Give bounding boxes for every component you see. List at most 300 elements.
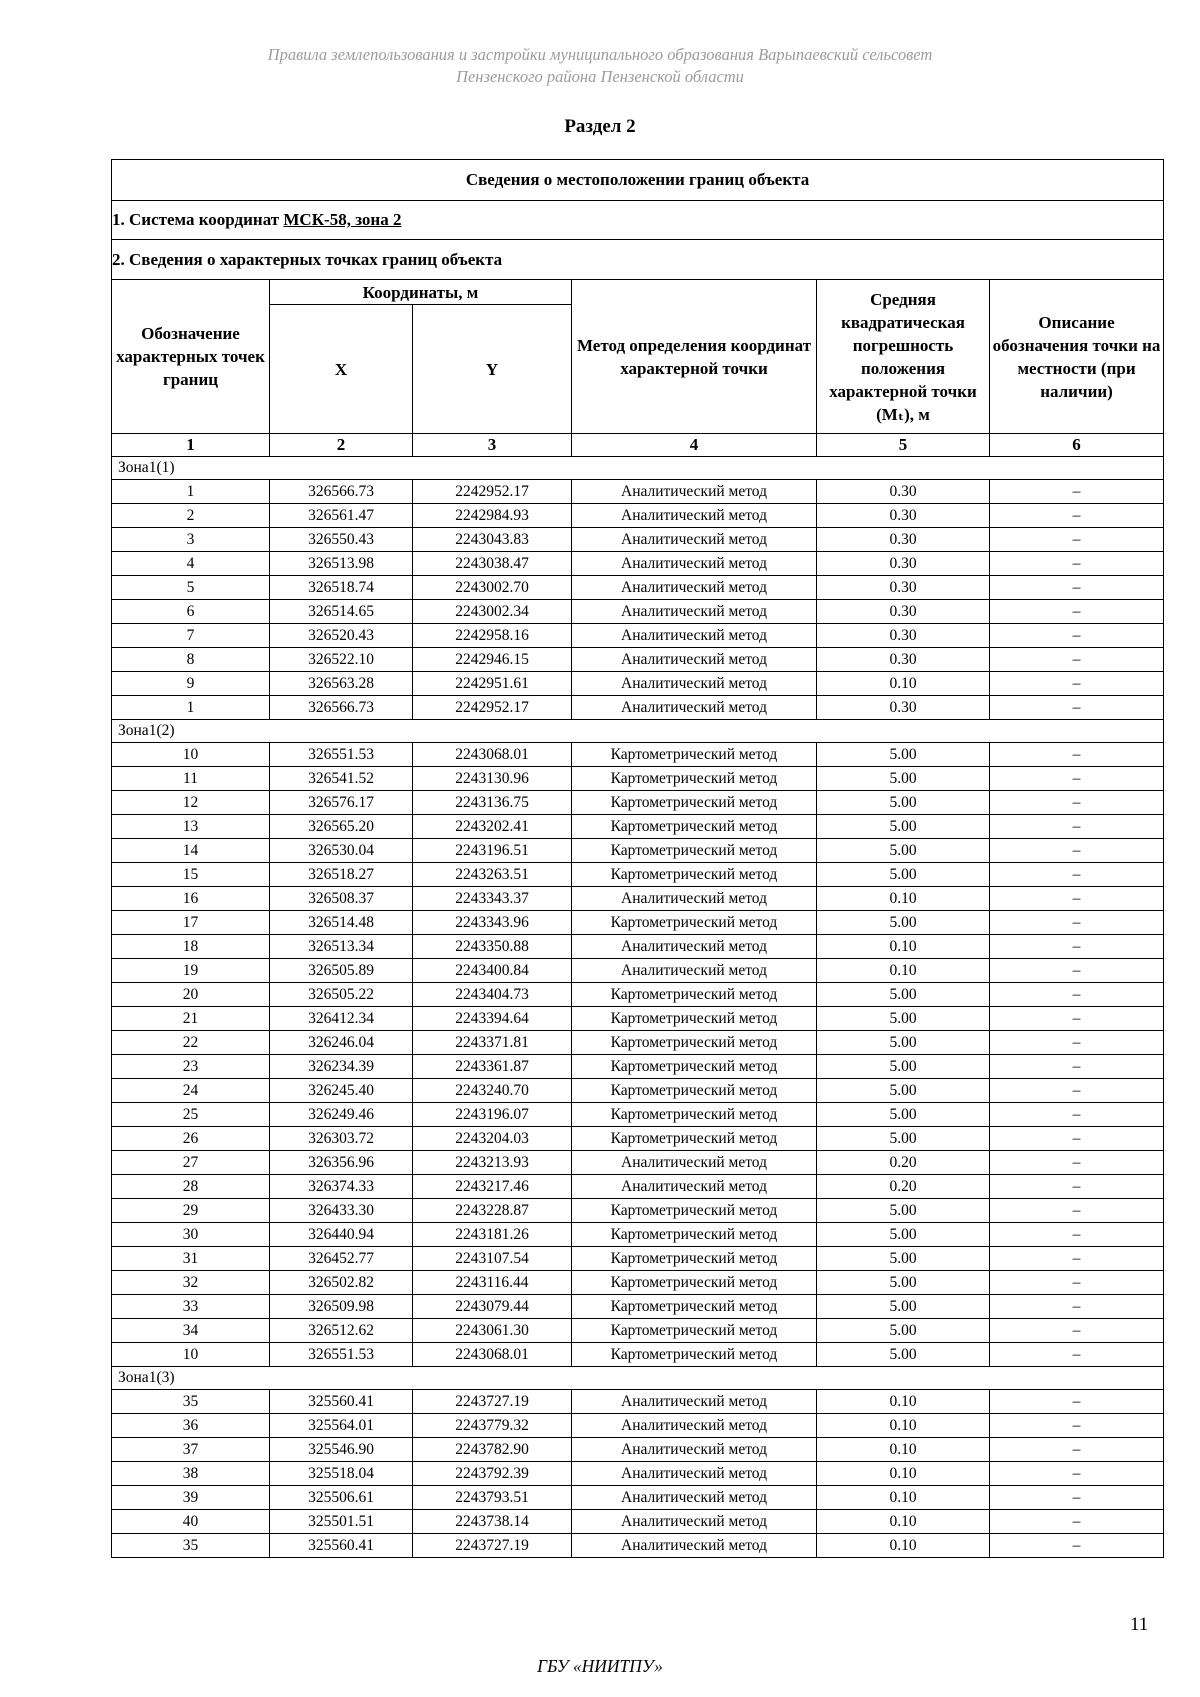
method-cell: Картометрический метод	[572, 839, 817, 863]
description-cell: –	[990, 480, 1164, 504]
table-row	[112, 935, 1164, 959]
error-cell: 5.00	[817, 1223, 990, 1247]
coord-system-row	[112, 201, 1164, 240]
y-coordinate-cell: 2242951.61	[413, 672, 572, 696]
method-cell: Картометрический метод	[572, 1319, 817, 1343]
error-cell: 5.00	[817, 983, 990, 1007]
header-y: Y	[413, 305, 572, 434]
y-coordinate-cell: 2243228.87	[413, 1199, 572, 1223]
points-title: 2. Сведения о характерных точках границ объекта	[112, 240, 1164, 280]
point-id-cell: 23	[112, 1055, 270, 1079]
x-coordinate-cell: 326512.62	[270, 1319, 413, 1343]
description-cell: –	[990, 767, 1164, 791]
y-coordinate-cell: 2243792.39	[413, 1462, 572, 1486]
method-cell: Аналитический метод	[572, 1534, 817, 1558]
method-cell: Аналитический метод	[572, 600, 817, 624]
point-id-cell: 14	[112, 839, 270, 863]
point-id-cell: 31	[112, 1247, 270, 1271]
table-row	[112, 767, 1164, 791]
y-coordinate-cell: 2243404.73	[413, 983, 572, 1007]
coord-system-cell	[112, 201, 1164, 240]
point-id-cell: 26	[112, 1127, 270, 1151]
description-cell: –	[990, 1079, 1164, 1103]
method-cell: Аналитический метод	[572, 504, 817, 528]
description-cell: –	[990, 1175, 1164, 1199]
y-coordinate-cell: 2243217.46	[413, 1175, 572, 1199]
method-cell: Картометрический метод	[572, 767, 817, 791]
x-coordinate-cell: 326246.04	[270, 1031, 413, 1055]
error-cell: 5.00	[817, 1319, 990, 1343]
point-id-cell: 33	[112, 1295, 270, 1319]
y-coordinate-cell: 2242952.17	[413, 696, 572, 720]
description-cell: –	[990, 696, 1164, 720]
method-cell: Аналитический метод	[572, 887, 817, 911]
point-id-cell: 2	[112, 504, 270, 528]
method-cell: Картометрический метод	[572, 1055, 817, 1079]
table-row	[112, 624, 1164, 648]
error-cell: 0.10	[817, 1414, 990, 1438]
error-cell: 0.30	[817, 600, 990, 624]
method-cell: Аналитический метод	[572, 552, 817, 576]
y-coordinate-cell: 2243002.34	[413, 600, 572, 624]
zone-label: Зона1(1)	[112, 457, 1164, 480]
description-cell: –	[990, 1151, 1164, 1175]
table-row	[112, 1295, 1164, 1319]
description-cell: –	[990, 504, 1164, 528]
column-number: 2	[270, 434, 413, 457]
zone-label: Зона1(2)	[112, 720, 1164, 743]
description-cell: –	[990, 1295, 1164, 1319]
error-cell: 0.10	[817, 1390, 990, 1414]
error-cell: 0.10	[817, 1534, 990, 1558]
error-cell: 0.30	[817, 576, 990, 600]
point-id-cell: 12	[112, 791, 270, 815]
y-coordinate-cell: 2243361.87	[413, 1055, 572, 1079]
x-coordinate-cell: 325546.90	[270, 1438, 413, 1462]
error-cell: 0.10	[817, 1438, 990, 1462]
column-number: 5	[817, 434, 990, 457]
x-coordinate-cell: 326505.22	[270, 983, 413, 1007]
method-cell: Аналитический метод	[572, 1510, 817, 1534]
boundary-points-table	[111, 159, 1164, 1558]
point-id-cell: 7	[112, 624, 270, 648]
point-id-cell: 32	[112, 1271, 270, 1295]
table-row	[112, 1486, 1164, 1510]
column-number: 4	[572, 434, 817, 457]
description-cell: –	[990, 911, 1164, 935]
x-coordinate-cell: 326505.89	[270, 959, 413, 983]
x-coordinate-cell: 326550.43	[270, 528, 413, 552]
column-number-row	[112, 434, 1164, 457]
description-cell: –	[990, 1510, 1164, 1534]
description-cell: –	[990, 600, 1164, 624]
description-cell: –	[990, 576, 1164, 600]
zone-label: Зона1(3)	[112, 1367, 1164, 1390]
x-coordinate-cell: 326566.73	[270, 480, 413, 504]
point-id-cell: 1	[112, 480, 270, 504]
running-header-line-2: Пензенского района Пензенской области	[456, 67, 744, 86]
method-cell: Картометрический метод	[572, 863, 817, 887]
point-id-cell: 28	[112, 1175, 270, 1199]
description-cell: –	[990, 743, 1164, 767]
y-coordinate-cell: 2243779.32	[413, 1414, 572, 1438]
method-cell: Аналитический метод	[572, 696, 817, 720]
point-id-cell: 37	[112, 1438, 270, 1462]
error-cell: 5.00	[817, 1103, 990, 1127]
table-banner: Сведения о местоположении границ объекта	[112, 160, 1164, 201]
table-row	[112, 1271, 1164, 1295]
section-title: Раздел 2	[564, 116, 636, 137]
x-coordinate-cell: 326576.17	[270, 791, 413, 815]
method-cell: Аналитический метод	[572, 648, 817, 672]
description-cell: –	[990, 1438, 1164, 1462]
error-cell: 0.10	[817, 935, 990, 959]
table-row	[112, 1343, 1164, 1367]
running-header	[0, 44, 1200, 88]
x-coordinate-cell: 326541.52	[270, 767, 413, 791]
description-cell: –	[990, 1031, 1164, 1055]
header-description: Описание обозначения точки на местности (при наличии)	[990, 280, 1164, 434]
method-cell: Аналитический метод	[572, 1390, 817, 1414]
error-cell: 0.10	[817, 1462, 990, 1486]
description-cell: –	[990, 1343, 1164, 1367]
y-coordinate-cell: 2242952.17	[413, 480, 572, 504]
point-id-cell: 5	[112, 576, 270, 600]
x-coordinate-cell: 326502.82	[270, 1271, 413, 1295]
y-coordinate-cell: 2243343.96	[413, 911, 572, 935]
point-id-cell: 35	[112, 1390, 270, 1414]
x-coordinate-cell: 326514.48	[270, 911, 413, 935]
table-row	[112, 887, 1164, 911]
error-cell: 0.10	[817, 1486, 990, 1510]
description-cell: –	[990, 1199, 1164, 1223]
error-cell: 5.00	[817, 767, 990, 791]
point-id-cell: 34	[112, 1319, 270, 1343]
y-coordinate-cell: 2243782.90	[413, 1438, 572, 1462]
x-coordinate-cell: 326566.73	[270, 696, 413, 720]
zone-row	[112, 457, 1164, 480]
y-coordinate-cell: 2243240.70	[413, 1079, 572, 1103]
error-cell: 5.00	[817, 743, 990, 767]
table-row	[112, 1055, 1164, 1079]
method-cell: Аналитический метод	[572, 480, 817, 504]
y-coordinate-cell: 2243727.19	[413, 1534, 572, 1558]
y-coordinate-cell: 2243130.96	[413, 767, 572, 791]
method-cell: Картометрический метод	[572, 911, 817, 935]
point-id-cell: 30	[112, 1223, 270, 1247]
y-coordinate-cell: 2243263.51	[413, 863, 572, 887]
x-coordinate-cell: 325564.01	[270, 1414, 413, 1438]
point-id-cell: 10	[112, 743, 270, 767]
method-cell: Картометрический метод	[572, 743, 817, 767]
method-cell: Картометрический метод	[572, 1223, 817, 1247]
y-coordinate-cell: 2243400.84	[413, 959, 572, 983]
description-cell: –	[990, 983, 1164, 1007]
table-row	[112, 1390, 1164, 1414]
table-row	[112, 1319, 1164, 1343]
method-cell: Аналитический метод	[572, 935, 817, 959]
table-row	[112, 696, 1164, 720]
y-coordinate-cell: 2243061.30	[413, 1319, 572, 1343]
x-coordinate-cell: 326551.53	[270, 743, 413, 767]
table-row	[112, 1175, 1164, 1199]
table-row	[112, 1462, 1164, 1486]
table-row	[112, 1199, 1164, 1223]
error-cell: 0.30	[817, 504, 990, 528]
x-coordinate-cell: 326303.72	[270, 1127, 413, 1151]
description-cell: –	[990, 863, 1164, 887]
table-row	[112, 1438, 1164, 1462]
table-row	[112, 648, 1164, 672]
method-cell: Картометрический метод	[572, 1007, 817, 1031]
description-cell: –	[990, 1414, 1164, 1438]
table-row	[112, 1151, 1164, 1175]
error-cell: 5.00	[817, 1271, 990, 1295]
x-coordinate-cell: 325501.51	[270, 1510, 413, 1534]
method-cell: Картометрический метод	[572, 1031, 817, 1055]
error-cell: 5.00	[817, 1247, 990, 1271]
x-coordinate-cell: 326513.98	[270, 552, 413, 576]
point-id-cell: 4	[112, 552, 270, 576]
point-id-cell: 6	[112, 600, 270, 624]
method-cell: Картометрический метод	[572, 1103, 817, 1127]
description-cell: –	[990, 1127, 1164, 1151]
banner-row	[112, 160, 1164, 201]
point-id-cell: 9	[112, 672, 270, 696]
y-coordinate-cell: 2243079.44	[413, 1295, 572, 1319]
points-title-row	[112, 240, 1164, 280]
error-cell: 5.00	[817, 815, 990, 839]
table-row	[112, 1031, 1164, 1055]
method-cell: Аналитический метод	[572, 1486, 817, 1510]
zone-row	[112, 1367, 1164, 1390]
table-row	[112, 552, 1164, 576]
point-id-cell: 35	[112, 1534, 270, 1558]
error-cell: 0.30	[817, 480, 990, 504]
point-id-cell: 20	[112, 983, 270, 1007]
header-x: X	[270, 305, 413, 434]
y-coordinate-cell: 2243343.37	[413, 887, 572, 911]
point-id-cell: 24	[112, 1079, 270, 1103]
table-row	[112, 1510, 1164, 1534]
y-coordinate-cell: 2243068.01	[413, 1343, 572, 1367]
x-coordinate-cell: 326514.65	[270, 600, 413, 624]
method-cell: Картометрический метод	[572, 1271, 817, 1295]
point-id-cell: 18	[112, 935, 270, 959]
error-cell: 5.00	[817, 839, 990, 863]
table-row	[112, 1079, 1164, 1103]
page-number: 11	[1130, 1614, 1149, 1635]
table-row	[112, 1223, 1164, 1247]
y-coordinate-cell: 2243371.81	[413, 1031, 572, 1055]
point-id-cell: 10	[112, 1343, 270, 1367]
error-cell: 0.30	[817, 528, 990, 552]
coord-system-value: МСК-58, зона 2	[283, 210, 402, 229]
method-cell: Картометрический метод	[572, 815, 817, 839]
y-coordinate-cell: 2242984.93	[413, 504, 572, 528]
method-cell: Картометрический метод	[572, 1295, 817, 1319]
error-cell: 0.30	[817, 552, 990, 576]
y-coordinate-cell: 2243107.54	[413, 1247, 572, 1271]
error-cell: 0.30	[817, 696, 990, 720]
table-row	[112, 672, 1164, 696]
point-id-cell: 29	[112, 1199, 270, 1223]
error-cell: 5.00	[817, 1007, 990, 1031]
point-id-cell: 3	[112, 528, 270, 552]
x-coordinate-cell: 325506.61	[270, 1486, 413, 1510]
table-row	[112, 1247, 1164, 1271]
description-cell: –	[990, 791, 1164, 815]
header-row-1	[112, 280, 1164, 305]
method-cell: Картометрический метод	[572, 983, 817, 1007]
y-coordinate-cell: 2243068.01	[413, 743, 572, 767]
table-row	[112, 1007, 1164, 1031]
table-row	[112, 863, 1164, 887]
error-cell: 5.00	[817, 791, 990, 815]
table-row	[112, 504, 1164, 528]
error-cell: 5.00	[817, 1031, 990, 1055]
table-row	[112, 743, 1164, 767]
error-cell: 5.00	[817, 1079, 990, 1103]
header-method: Метод определения координат характерной точки	[572, 280, 817, 434]
x-coordinate-cell: 326518.74	[270, 576, 413, 600]
method-cell: Аналитический метод	[572, 1438, 817, 1462]
y-coordinate-cell: 2242958.16	[413, 624, 572, 648]
y-coordinate-cell: 2243002.70	[413, 576, 572, 600]
table-row	[112, 1103, 1164, 1127]
header-point-designation: Обозначение характерных точек границ	[112, 280, 270, 434]
method-cell: Аналитический метод	[572, 576, 817, 600]
x-coordinate-cell: 326530.04	[270, 839, 413, 863]
description-cell: –	[990, 1271, 1164, 1295]
header-error: Средняя квадратическая погрешность положения характерной точки (Mₜ), м	[817, 280, 990, 434]
error-cell: 5.00	[817, 1343, 990, 1367]
x-coordinate-cell: 326563.28	[270, 672, 413, 696]
point-id-cell: 1	[112, 696, 270, 720]
y-coordinate-cell: 2242946.15	[413, 648, 572, 672]
error-cell: 0.30	[817, 624, 990, 648]
description-cell: –	[990, 648, 1164, 672]
table-row	[112, 959, 1164, 983]
y-coordinate-cell: 2243043.83	[413, 528, 572, 552]
description-cell: –	[990, 1319, 1164, 1343]
description-cell: –	[990, 839, 1164, 863]
error-cell: 5.00	[817, 1127, 990, 1151]
method-cell: Картометрический метод	[572, 1199, 817, 1223]
zone-row	[112, 720, 1164, 743]
description-cell: –	[990, 1007, 1164, 1031]
x-coordinate-cell: 326249.46	[270, 1103, 413, 1127]
method-cell: Картометрический метод	[572, 1247, 817, 1271]
method-cell: Картометрический метод	[572, 1343, 817, 1367]
y-coordinate-cell: 2243394.64	[413, 1007, 572, 1031]
error-cell: 0.20	[817, 1175, 990, 1199]
description-cell: –	[990, 959, 1164, 983]
x-coordinate-cell: 326561.47	[270, 504, 413, 528]
description-cell: –	[990, 528, 1164, 552]
x-coordinate-cell: 326234.39	[270, 1055, 413, 1079]
table-row	[112, 839, 1164, 863]
description-cell: –	[990, 552, 1164, 576]
y-coordinate-cell: 2243116.44	[413, 1271, 572, 1295]
point-id-cell: 13	[112, 815, 270, 839]
point-id-cell: 16	[112, 887, 270, 911]
method-cell: Аналитический метод	[572, 1414, 817, 1438]
point-id-cell: 8	[112, 648, 270, 672]
error-cell: 5.00	[817, 1295, 990, 1319]
x-coordinate-cell: 326522.10	[270, 648, 413, 672]
method-cell: Аналитический метод	[572, 1462, 817, 1486]
method-cell: Аналитический метод	[572, 959, 817, 983]
error-cell: 5.00	[817, 1199, 990, 1223]
method-cell: Картометрический метод	[572, 791, 817, 815]
x-coordinate-cell: 326412.34	[270, 1007, 413, 1031]
description-cell: –	[990, 887, 1164, 911]
x-coordinate-cell: 326565.20	[270, 815, 413, 839]
x-coordinate-cell: 326374.33	[270, 1175, 413, 1199]
y-coordinate-cell: 2243738.14	[413, 1510, 572, 1534]
description-cell: –	[990, 1390, 1164, 1414]
method-cell: Картометрический метод	[572, 1127, 817, 1151]
error-cell: 5.00	[817, 863, 990, 887]
description-cell: –	[990, 815, 1164, 839]
table-row	[112, 983, 1164, 1007]
error-cell: 5.00	[817, 1055, 990, 1079]
y-coordinate-cell: 2243213.93	[413, 1151, 572, 1175]
description-cell: –	[990, 1462, 1164, 1486]
point-id-cell: 21	[112, 1007, 270, 1031]
x-coordinate-cell: 326452.77	[270, 1247, 413, 1271]
footer: ГБУ «НИИТПУ»	[537, 1656, 663, 1676]
x-coordinate-cell: 326520.43	[270, 624, 413, 648]
method-cell: Аналитический метод	[572, 1151, 817, 1175]
description-cell: –	[990, 1223, 1164, 1247]
header-coordinates: Координаты, м	[270, 280, 572, 305]
y-coordinate-cell: 2243196.07	[413, 1103, 572, 1127]
method-cell: Картометрический метод	[572, 1079, 817, 1103]
table-row	[112, 791, 1164, 815]
table-row	[112, 600, 1164, 624]
coord-system-label: 1. Система координат	[112, 210, 284, 229]
table-row	[112, 480, 1164, 504]
point-id-cell: 40	[112, 1510, 270, 1534]
x-coordinate-cell: 325518.04	[270, 1462, 413, 1486]
error-cell: 0.10	[817, 1510, 990, 1534]
y-coordinate-cell: 2243196.51	[413, 839, 572, 863]
method-cell: Аналитический метод	[572, 624, 817, 648]
point-id-cell: 27	[112, 1151, 270, 1175]
y-coordinate-cell: 2243204.03	[413, 1127, 572, 1151]
point-id-cell: 25	[112, 1103, 270, 1127]
description-cell: –	[990, 1534, 1164, 1558]
point-id-cell: 19	[112, 959, 270, 983]
y-coordinate-cell: 2243350.88	[413, 935, 572, 959]
column-number: 6	[990, 434, 1164, 457]
method-cell: Аналитический метод	[572, 672, 817, 696]
point-id-cell: 22	[112, 1031, 270, 1055]
point-id-cell: 38	[112, 1462, 270, 1486]
point-id-cell: 15	[112, 863, 270, 887]
x-coordinate-cell: 326433.30	[270, 1199, 413, 1223]
x-coordinate-cell: 326440.94	[270, 1223, 413, 1247]
description-cell: –	[990, 672, 1164, 696]
description-cell: –	[990, 1247, 1164, 1271]
y-coordinate-cell: 2243727.19	[413, 1390, 572, 1414]
error-cell: 0.10	[817, 672, 990, 696]
x-coordinate-cell: 325560.41	[270, 1390, 413, 1414]
x-coordinate-cell: 326356.96	[270, 1151, 413, 1175]
x-coordinate-cell: 326508.37	[270, 887, 413, 911]
